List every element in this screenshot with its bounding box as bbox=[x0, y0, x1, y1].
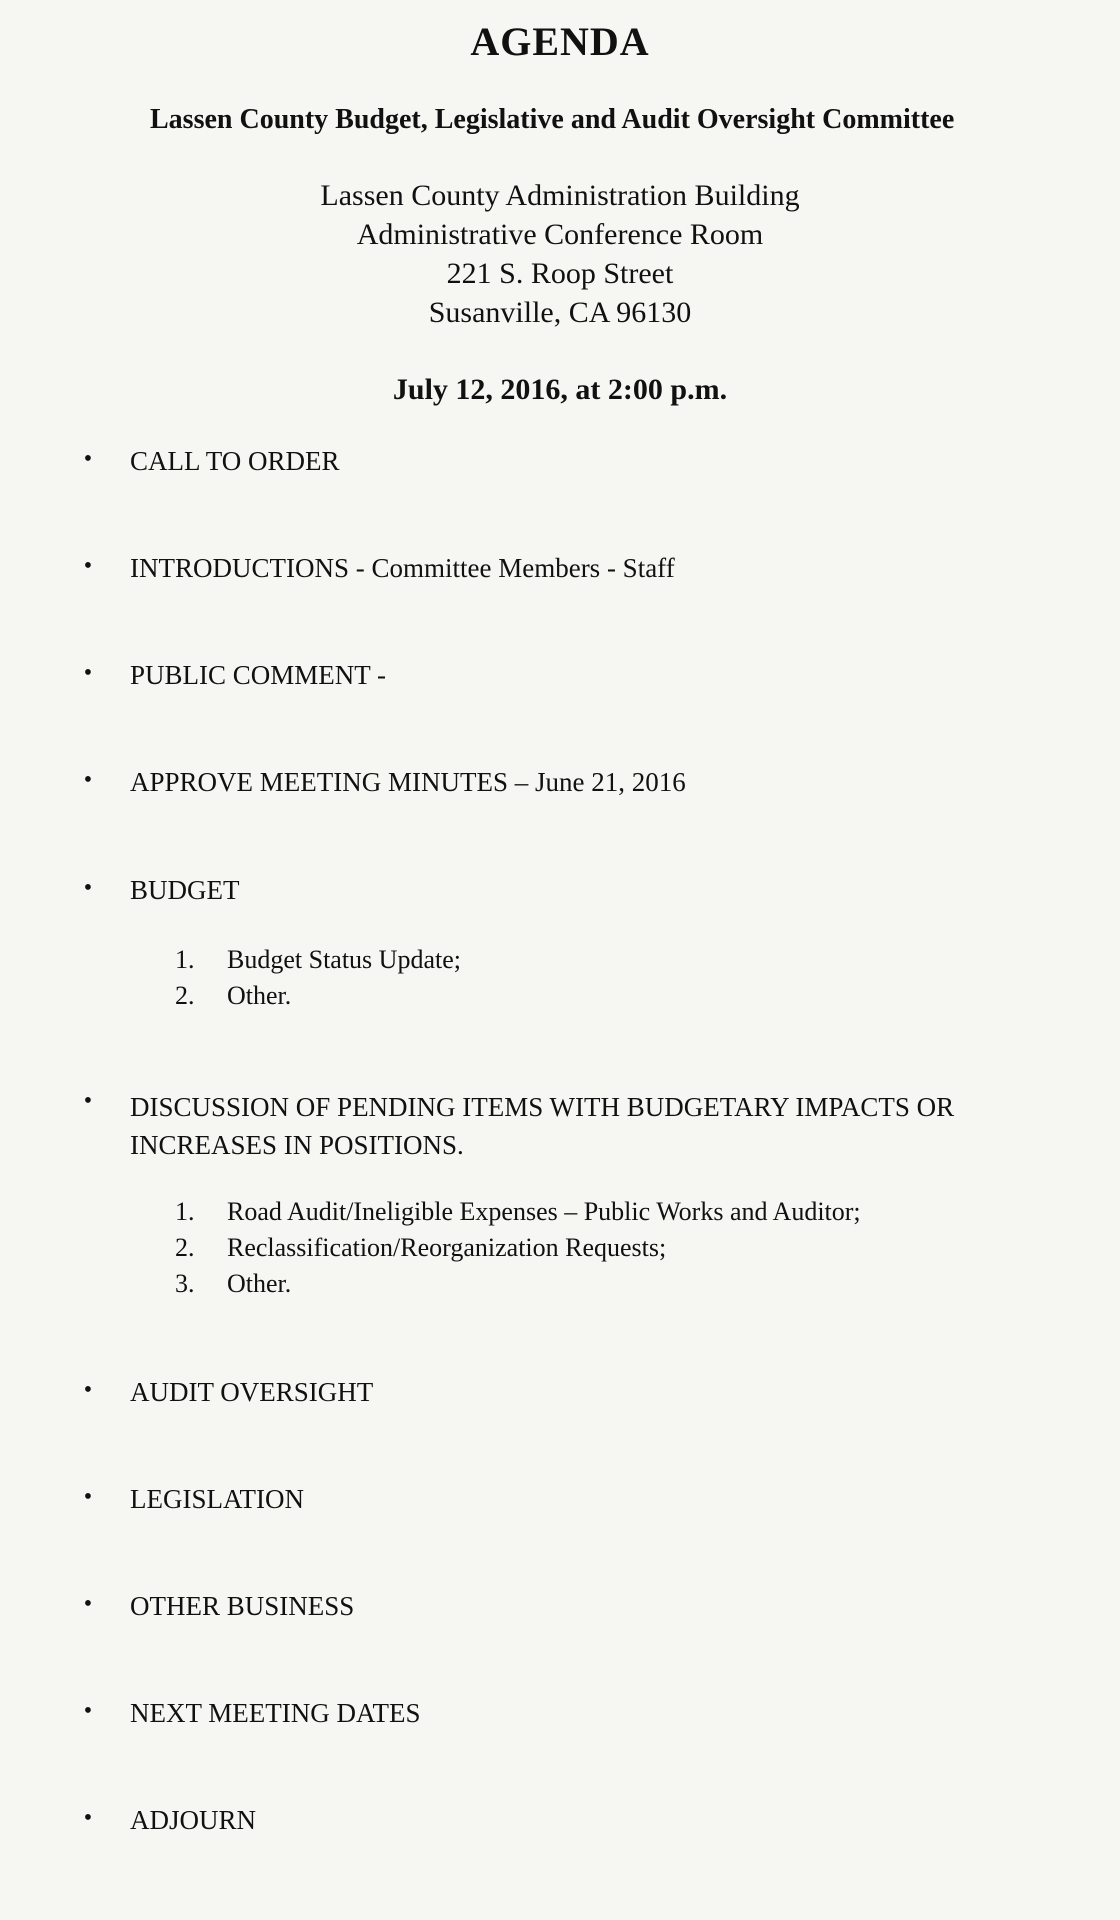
committee-name: Lassen County Budget, Legislative and Audit Oversight Committee bbox=[150, 104, 955, 135]
subitem-label: Road Audit/Ineligible Expenses – Public Works and Auditor; bbox=[227, 1197, 861, 1226]
page-title: AGENDA bbox=[470, 19, 650, 64]
budget-subitem bbox=[175, 981, 291, 1011]
bullet-icon: • bbox=[83, 1805, 93, 1831]
bullet-icon: • bbox=[83, 1591, 93, 1617]
subitem-label: Budget Status Update; bbox=[227, 945, 461, 974]
budget-subitem bbox=[175, 945, 461, 975]
discussion-subitem bbox=[175, 1269, 291, 1299]
subitem-number: 2. bbox=[175, 1233, 195, 1262]
subitem-number: 2. bbox=[175, 981, 195, 1010]
subitem-number: 1. bbox=[175, 945, 195, 974]
bullet-icon: • bbox=[83, 1484, 93, 1510]
bullet-icon: • bbox=[83, 553, 93, 579]
agenda-item-label: APPROVE MEETING MINUTES – June 21, 2016 bbox=[130, 767, 686, 797]
discussion-subitem bbox=[175, 1233, 666, 1263]
bullet-icon: • bbox=[83, 875, 93, 901]
agenda-item-label: OTHER BUSINESS bbox=[130, 1591, 355, 1621]
subitem-number: 3. bbox=[175, 1269, 195, 1298]
bullet-icon: • bbox=[83, 767, 93, 793]
agenda-item-label: INTRODUCTIONS - Committee Members - Staff bbox=[130, 553, 675, 583]
agenda-item-label: ADJOURN bbox=[130, 1805, 257, 1835]
subitem-number: 1. bbox=[175, 1197, 195, 1226]
address-line-city: Susanville, CA 96130 bbox=[428, 296, 692, 329]
subitem-label: Reclassification/Reorganization Requests; bbox=[227, 1233, 667, 1262]
bullet-icon: • bbox=[83, 1088, 93, 1114]
address-line-street: 221 S. Roop Street bbox=[446, 257, 674, 290]
agenda-item-label: AUDIT OVERSIGHT bbox=[130, 1377, 374, 1407]
agenda-item-label: PUBLIC COMMENT - bbox=[130, 660, 387, 690]
agenda-item-label: CALL TO ORDER bbox=[130, 446, 340, 476]
address-line-building: Lassen County Administration Building bbox=[320, 179, 800, 212]
subitem-label: Other. bbox=[227, 1269, 292, 1298]
bullet-icon: • bbox=[83, 446, 93, 472]
address-line-room: Administrative Conference Room bbox=[356, 218, 764, 251]
bullet-icon: • bbox=[83, 1377, 93, 1403]
agenda-item-label: DISCUSSION OF PENDING ITEMS WITH BUDGETARY IMPACTS OR INCREASES IN POSITIONS. bbox=[130, 1092, 955, 1160]
meeting-date: July 12, 2016, at 2:00 p.m. bbox=[392, 373, 728, 406]
agenda-item-label: LEGISLATION bbox=[130, 1484, 304, 1514]
agenda-item-label: BUDGET bbox=[130, 875, 240, 905]
bullet-icon: • bbox=[83, 1698, 93, 1724]
subitem-label: Other. bbox=[227, 981, 292, 1010]
discussion-subitem bbox=[175, 1197, 861, 1227]
bullet-icon: • bbox=[83, 660, 93, 686]
agenda-item-label: NEXT MEETING DATES bbox=[130, 1698, 421, 1728]
